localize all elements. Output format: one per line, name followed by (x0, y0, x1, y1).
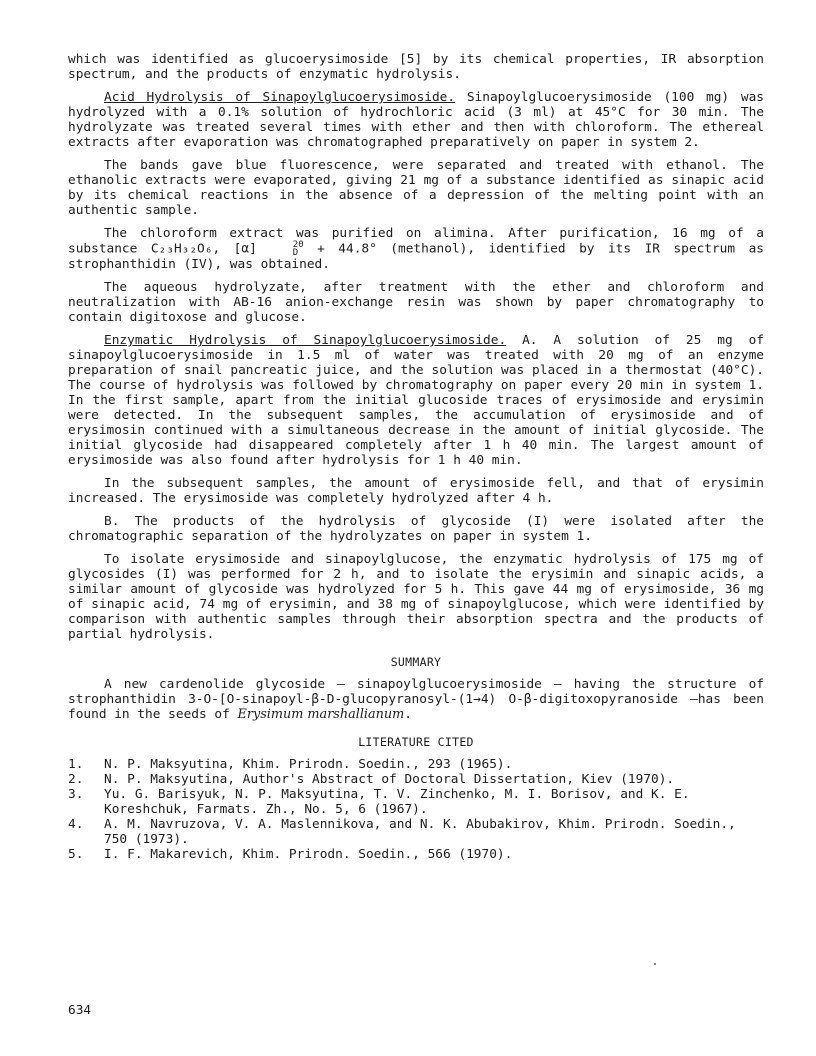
reference-item (68, 817, 764, 847)
rotation-notation (257, 241, 304, 257)
reference-text: N. P. Maksyutina, Author's Abstract of Doctoral Dissertation, Kiev (1970). (104, 772, 675, 787)
reference-text: A. M. Navruzova, V. A. Maslennikova, and N. K. Abubakirov, Khim. Prirodn. Soedin., 750 (1973). (104, 817, 736, 847)
rotation-d-line: D (292, 248, 299, 258)
rotation-temperature: 20 (292, 240, 304, 250)
paragraph-subsequent-samples: In the subsequent samples, the amount of erysimoside fell, and that of erysimin increased. The erysimoside was completely hydrolyzed after 4 h. (68, 476, 764, 506)
paragraph-products-isolation: B. The products of the hydrolysis of glycoside (I) were isolated after the chromatographic separation of the hydrolyzates on paper in system 1. (68, 514, 764, 544)
reference-item (68, 757, 764, 772)
reference-text: N. P. Maksyutina, Khim. Prirodn. Soedin., 293 (1965). (104, 757, 513, 772)
literature-heading: LITERATURE CITED (358, 735, 474, 749)
paragraph-fluorescent-bands: The bands gave blue fluorescence, were separated and treated with ethanol. The ethanolic extracts were evaporated, giving 21 mg of a substance identified as sinapic acid by its chemical reactions in the absence of a depression of the melting point with an authentic sample. (68, 158, 764, 218)
summary-end: . (404, 707, 412, 722)
section-heading-acid-hydrolysis: Acid Hydrolysis of Sinapoylglucoerysimoside. (104, 90, 456, 105)
paragraph-enzymatic-hydrolysis (68, 333, 764, 468)
paragraph-chloroform-extract (68, 226, 764, 272)
paragraph-acid-hydrolysis (68, 90, 764, 150)
reference-number: 2. (68, 772, 84, 787)
scan-speck (654, 963, 656, 965)
reference-number: 3. (68, 787, 84, 802)
reference-number: 1. (68, 757, 84, 772)
reference-item (68, 847, 764, 862)
paragraph-aqueous-hydrolyzate: The aqueous hydrolyzate, after treatment with the ether and chloroform and neutralization with AB-16 anion-exchange resin was shown by paper chromatography to contain digitoxose and glucose. (68, 280, 764, 325)
reference-text: I. F. Makarevich, Khim. Prirodn. Soedin., 566 (1970). (104, 847, 513, 862)
paragraph-isolation-procedure: To isolate erysimoside and sinapoylglucose, the enzymatic hydrolysis of 175 mg of glycosides (I) was performed for 2 h, and to isolate the erysimin and sinapic acids, a similar amount of glycoside was hydrolyzed for 5 h. This gave 44 mg of erysimoside, 36 mg of sinapic acid, 74 mg of erysimin, and 38 mg of sinapoylglucose, which were identified by comparison with authentic samples through their absorption spectra and the products of partial hydrolysis. (68, 552, 764, 642)
summary-body: A new cardenolide glycoside — sinapoylglucoerysimoside — having the structure of strophanthidin 3-O-[O-sinapoyl-β-D-glucopyranosyl-(1→4) O-β-digitoxopyranoside —has been found in the seeds of (68, 677, 764, 722)
chloroform-text-a: The chloroform extract was purified on alimina. After purification, 16 mg of a substance (68, 226, 764, 257)
reference-text: Yu. G. Barisyuk, N. P. Maksyutina, T. V. Zinchenko, M. I. Borisov, and K. E. Koreshchuk, Farmats. Zh., No. 5, 6 (1967). (104, 787, 690, 817)
reference-list (68, 757, 764, 862)
summary-text (68, 677, 764, 722)
reference-item (68, 772, 764, 787)
species-name: Erysimum marshallianum (237, 707, 405, 722)
enzymatic-hydrolysis-text: A. A solution of 25 mg of sinapoylglucoerysimoside in 1.5 ml of water was treated with 20 mg of an enzyme preparation of snail pancreatic juice, and the solution was placed in a thermostat (40°C). The course of hydrolysis was followed by chromatography on paper every 20 min in system 1. In the first sample, apart from the initial glucoside traces of erysimoside and erysimin were detected. In the subsequent samples, the accumulation of erysimoside and of erysimosin continued with a simultaneous decrease in the amount of initial glycoside. The initial glycoside had disappeared completely after 1 h 40 min. The largest amount of erysimoside was also found after hydrolysis for 1 h 40 min. (68, 333, 764, 468)
paragraph-glucoerysimoside-identification: which was identified as glucoerysimoside [5] by its chemical properties, IR absorption spectrum, and the products of enzymatic hydrolysis. (68, 52, 764, 82)
page-body (68, 52, 764, 862)
reference-item (68, 787, 764, 817)
reference-number: 4. (68, 817, 84, 832)
page-number: 634 (68, 1003, 92, 1018)
reference-number: 5. (68, 847, 84, 862)
acid-hydrolysis-text: Sinapoylglucoerysimoside (100 mg) was hydrolyzed with a 0.1% solution of hydrochloric acid (3 ml) at 45°C for 30 min. The hydrolyzate was treated several times with ether and then with chloroform. The ethereal extracts after evaporation was chromatographed preparatively on paper in system 2. (68, 90, 764, 150)
summary-heading: SUMMARY (390, 655, 442, 669)
chloroform-text-c: + 44.8° (methanol), identified by its IR spectrum as strophanthidin (IV), was obtained. (68, 241, 764, 272)
section-heading-enzymatic-hydrolysis: Enzymatic Hydrolysis of Sinapoylglucoerysimoside. (104, 333, 507, 348)
molecular-formula: C₂₃H₃₂O₆ (150, 241, 213, 257)
chloroform-text-b: , [α] (212, 241, 257, 257)
